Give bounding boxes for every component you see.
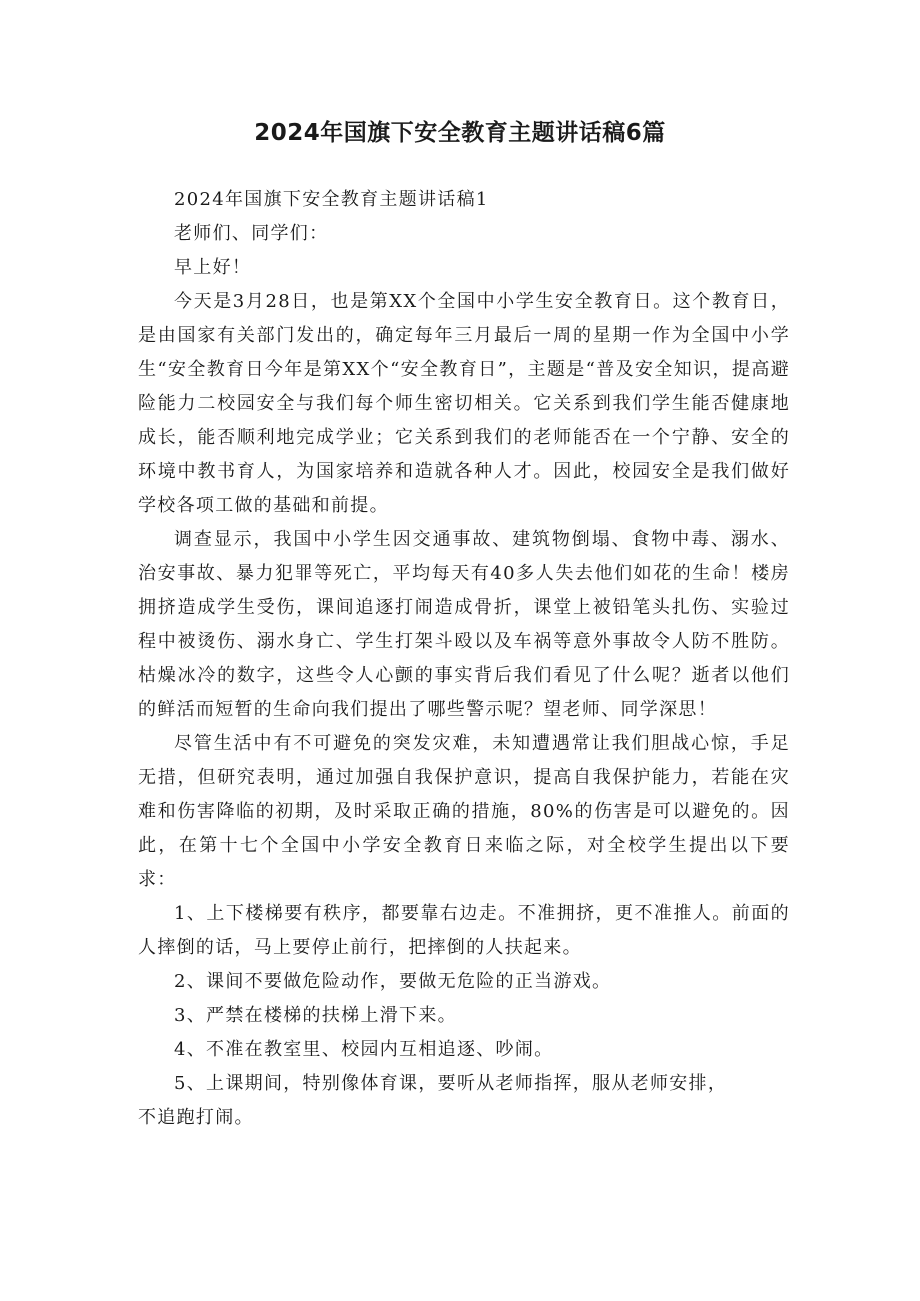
rule-item-1: 1、上下楼梯要有秩序，都要靠右边走。不准拥挤，更不准推人。前面的人摔倒的话，马上要停止前行，把摔倒的人扶起来。 (138, 903, 790, 958)
rule-item-2: 2、课间不要做危险动作，要做无危险的正当游戏。 (174, 971, 612, 992)
document-title: 2024年国旗下安全教育主题讲话稿6篇 (254, 120, 666, 146)
rule-item-5-continuation: 不追跑打闹。 (138, 1107, 254, 1128)
rule-item-4: 4、不准在教室里、校园内互相追逐、吵闹。 (174, 1039, 554, 1060)
greeting: 早上好！ (174, 257, 252, 278)
paragraph-requirements: 尽管生活中有不可避免的突发灾难，未知遭遇常让我们胆战心惊，手足无措，但研究表明，通过加强自我保护意识，提高自我保护能力，若能在灾难和伤害降临的初期，及时采取正确的措施，80%的伤害是可以避免的。因此，在第十七个全国中小学安全教育日来临之际，对全校学生提出以下要求： (138, 733, 790, 890)
rule-item-5: 5、上课期间，特别像体育课，要听从老师指挥，服从老师安排， (174, 1073, 728, 1094)
document-body (138, 183, 790, 1135)
paragraph-intro: 今天是3月28日，也是第XX个全国中小学生安全教育日。这个教育日，是由国家有关部门发出的，确定每年三月最后一周的星期一作为全国中小学生“安全教育日今年是第XX个“安全教育日”，主题是“普及安全知识，提高避险能力二校园安全与我们每个师生密切相关。它关系到我们学生能否健康地成长，能否顺利地完成学业；它关系到我们的老师能否在一个宁静、安全的环境中教书育人，为国家培养和造就各种人才。因此，校园安全是我们做好学校各项工做的基础和前提。 (138, 291, 790, 516)
section-heading: 2024年国旗下安全教育主题讲话稿1 (174, 189, 489, 210)
salutation: 老师们、同学们： (174, 223, 329, 244)
rule-item-3: 3、严禁在楼梯的扶梯上滑下来。 (174, 1005, 457, 1026)
paragraph-survey: 调查显示，我国中小学生因交通事故、建筑物倒塌、食物中毒、溺水、治安事故、暴力犯罪等死亡，平均每天有40多人失去他们如花的生命！楼房拥挤造成学生受伤，课间追逐打闹造成骨折，课堂上被铅笔头扎伤、实验过程中被烫伤、溺水身亡、学生打架斗殴以及车祸等意外事故令人防不胜防。枯燥冰冷的数字，这些令人心颤的事实背后我们看见了什么呢？逝者以他们的鲜活而短暂的生命向我们提出了哪些警示呢？望老师、同学深思！ (138, 529, 790, 720)
